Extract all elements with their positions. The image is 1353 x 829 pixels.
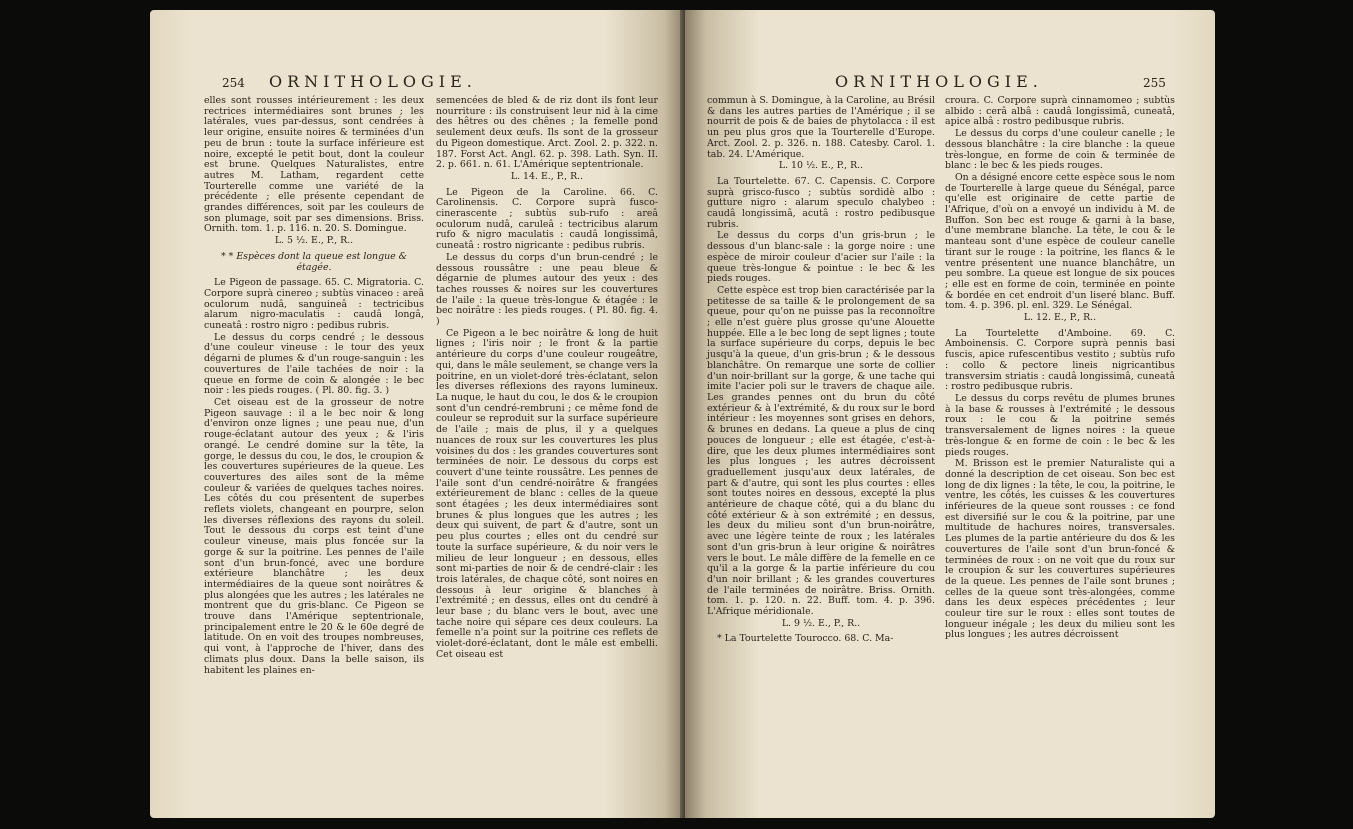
paragraph: Le dessus du corps cendré ; le dessous d'une couleur vineuse : le tour des yeux dégarni de plumes & d'un rouge-sanguin : les couvertures de l'aile tachées de noir : la queue en forme de coin & alongée : le bec noir : les pieds rouges. ( Pl. 80. fig. 3. )	[204, 331, 424, 397]
right-page	[685, 10, 1215, 818]
species-entry: La Tourtelette d'Amboine. 69. C. Amboinensis. C. Corpore suprà pennis basi fuscis, apice rufescentibus vestito ; subtùs rufo : collo & pectore lineis nigricantibus transversim striatis : caudâ longissimâ, cuneatâ : rostro pedibusque rubris.	[945, 327, 1175, 393]
right-page-number: 255	[1142, 76, 1166, 90]
paragraph: Cet oiseau est de la grosseur de notre Pigeon sauvage : il a le bec noir & long d'environ onze lignes ; une peau nue, d'un rouge-éclatant autour des yeux ; & l'iris orangé. Le cendré domine sur la tête, la gorge, le dessus du cou, le dos, le croupion & les couvertures supérieures de la queue. Les couvertures des ailes sont de la même couleur & variées de quelques taches noires. Les côtés du cou présentent de superbes reflets violets, changeant en pourpre, selon les diverses réflexions des rayons du soleil. Tout le dessous du corps est teint d'une couleur vineuse, mais plus foncée sur la gorge & sur la poitrine. Les pennes de l'aile sont d'un brun-foncé, avec une bordure extérieure blanchâtre ; les deux intermédiaires de la queue sont noirâtres & plus alongées que les autres ; les latérales ne montrent que du gris-blanc. Ce Pigeon se trouve dans l'Amérique septentrionale, principalement entre le 20 & le 60e degré de latitude. On en voit des troupes nombreuses, qui vont, à l'approche de l'hiver, dans des climats plus doux. Dans la belle saison, ils habitent les plaines en-	[204, 396, 424, 676]
measurement-line: L. 9 ½. E., P., R..	[781, 617, 861, 629]
right-running-head	[835, 72, 1195, 96]
species-entry: Le Pigeon de passage. 65. C. Migratoria. C. Corpore suprà cinereo ; subtùs vinaceo : areâ oculorum nudâ, sanguineâ : tectricibus alarum nigro-maculatis : caudâ longâ, cuneatâ : rostro nigro : pedibus rubris.	[204, 277, 424, 332]
left-page-number: 254	[222, 76, 245, 90]
paragraph: Cette espèce est trop bien caractérisée par la petitesse de sa taille & le prolongement de sa queue, pour qu'on ne puisse pas la reconnoître ; elle n'est guère plus grosse qu'une Alouette huppée. Elle a le bec long de sept lignes ; toute la surface supérieure du corps, depuis le bec jusqu'à la queue, d'un gris-brun ; & le dessous blanchâtre. On remarque une sorte de collier d'un noir-brillant sur la gorge, & une tache qui imite l'acier poli sur le travers de chaque aile. Les grandes pennes ont du brun du côté extérieur & à l'extrémité, & du roux sur le bord intérieur : les moyennes sont grises en dehors, & brunes en dedans. La queue a plus de cinq pouces de longueur ; elle est étagée, c'est-à-dire, que les deux plumes intermédiaires sont les plus longues ; les autres décroissent graduellement jusqu'aux deux latérales, de part & d'autre, qui sont les plus courtes : elles sont toutes noires en dessous, excepté la plus antérieure de chaque côté, qui a du blanc du côté extérieur & à son extrémité ; en dessus, les deux du milieu sont d'un brun-noirâtre, avec une légère teinte de roux ; les latérales sont d'un gris-brun à leur origine & noirâtres vers le bout. Le mâle diffère de la femelle en ce qu'il a la gorge & la partie inférieure du cou d'un noir brillant ; & les grandes couvertures de l'aile terminées de noirâtre. Briss. Ornith. tom. 1. p. 120. n. 22. Buff. tom. 4. p. 396. L'Afrique méridionale.	[707, 284, 935, 618]
left-page	[150, 10, 685, 818]
right-column-2	[945, 96, 1175, 642]
left-column-1	[204, 96, 424, 677]
measurement-line: L. 5 ½. E., P., R..	[274, 235, 354, 247]
paragraph: Ce Pigeon a le bec noirâtre & long de huit lignes ; l'iris noir ; le front & la partie antérieure du corps d'une couleur rougeâtre, qui, dans le mâle seulement, se change vers la poitrine, en un violet-doré très-éclatant, selon les diverses réflexions des rayons lumineux. La nuque, le haut du cou, le dos & le croupion sont d'un cendré-rembruni ; ce même fond de couleur se reproduit sur la surface supérieure de l'aile ; mais de plus, il y a quelques nuances de roux sur les couvertures les plus voisines du dos : les grandes couvertures sont terminées de noir. Le dessous du corps est couvert d'une teinte roussâtre. Les pennes de l'aile sont d'un cendré-noirâtre & frangées extérieurement de blanc : celles de la queue sont étagées ; les deux intermédiaires sont brunes & plus longues que les autres ; les deux qui suivent, de part & d'autre, sont un peu plus courtes ; elles ont du cendré sur toute la surface supérieure, & du noir vers le milieu de leur longueur ; en dessous, elles sont mi-parties de noir & de cendré-clair : les trois latérales, de chaque côté, sont noires en dessous à leur origine & blanches à l'extrémité ; en dessus, elles ont du cendré à leur base ; du blanc vers le bout, avec une tache noire qui sépare ces deux couleurs. La femelle n'a point sur la poitrine ces reflets de violet-doré-éclatant, dont le mâle est embelli. Cet oiseau est	[436, 327, 658, 660]
species-entry: La Tourtelette. 67. C. Capensis. C. Corpore suprà grisco-fusco ; subtùs sordidè albo : gutture nigro : alarum speculo chalybeo : caudâ longissimâ, acutâ : rostro pedibusque rubris.	[707, 175, 935, 230]
section-heading: * * Espèces dont la queue est longue & étagée.	[221, 250, 407, 273]
paragraph: M. Brisson est le premier Naturaliste qui a donné la description de cet oiseau. Son bec est long de dix lignes : la tête, le cou, la poitrine, le ventre, les côtés, les cuisses & les couvertures inférieures de la queue sont rousses : ce fond est diversifié sur le cou & la poitrine, par une multitude de hachures noires, transversales. Les plumes de la partie antérieure du dos & les couvertures de l'aile sont d'un brun-foncé & terminées de roux : on ne voit que du roux sur le croupion & sur les couvertures supérieures de la queue. Les pennes de l'aile sont brunes ; celles de la queue sont très-alongées, comme dans les deux espèces précédentes ; leur couleur tire sur le roux : elles sont toutes de longueur inégale ; les deux du milieu sont les plus longues ; les autres décroissent	[945, 458, 1175, 641]
measurement-line: L. 10 ½. E., P., R..	[778, 160, 864, 172]
species-entry: * La Tourtelette Tourocco. 68. C. Ma-	[717, 633, 894, 645]
paragraph: Le dessus du corps revêtu de plumes brunes à la base & rousses à l'extrémité ; le dessous roux : le cou & la poitrine semés transversalement de lignes noires : la queue très-longue & en forme de coin : le bec & les pieds rouges.	[945, 392, 1175, 458]
paragraph: croura. C. Corpore suprà cinnamomeo ; subtùs albido : cerâ albâ : caudâ longissimâ, cuneatâ, apice albâ : rostro pedibusque rubris.	[945, 95, 1175, 128]
paragraph: commun à S. Domingue, à la Caroline, au Brésil & dans les autres parties de l'Amérique ; il se nourrit de pois & de baies de phytolacca : il est un peu plus gros que la Tourterelle d'Europe. Arct. Zool. 2. p. 326. n. 188. Catesby. Carol. 1. tab. 24. L'Amérique.	[707, 95, 935, 160]
left-running-head	[222, 72, 662, 96]
paragraph: On a désigné encore cette espèce sous le nom de Tourterelle à large queue du Sénégal, parce qu'elle est originaire de cette partie de l'Afrique, d'où on a envoyé un individu à M. de Buffon. Son bec est rouge & garni à la base, d'une membrane blanche. La tête, le cou & le manteau sont d'une espèce de couleur canelle tirant sur le rouge : la poitrine, les flancs & le ventre présentent une nuance blanchâtre, un peu sombre. La queue est longue de six pouces ; elle est en forme de coin, terminée en pointe & bordée en cet endroit d'un liseré blanc. Buff. tom. 4. p. 396. pl. enl. 329. Le Sénégal.	[945, 171, 1175, 312]
paragraph: elles sont rousses intérieurement : les deux rectrices intermédiaires sont brunes ; les latérales, vues par-dessus, sont cendrées à leur origine, ensuite noires & terminées d'un peu de brun : toute la surface inférieure est noire, excepté le petit bout, dont la couleur est brune. Quelques Naturalistes, entre autres M. Latham, regardent cette Tourterelle comme une variété de la précédente ; elle présente cependant de grandes différences, soit par les couleurs de son plumage, soit par ses dimensions. Briss. Ornith. tom. 1. p. 116. n. 20. S. Domingue.	[204, 95, 424, 235]
paragraph: Le dessus du corps d'un brun-cendré ; le dessous roussâtre : une peau bleue & dégarnie de plumes autour des yeux : des taches rousses & noires sur les couvertures de l'aile : la queue très-longue & étagée : le bec noirâtre : les pieds rouges. ( Pl. 80. fig. 4. )	[436, 251, 658, 328]
species-entry: Le Pigeon de la Caroline. 66. C. Carolinensis. C. Corpore suprà fusco-cinerascente ; subtùs sub-rufo : areâ oculorum nudâ, caruleâ : tectricibus alarum rufo & nigro maculatis : caudâ longissimâ, cuneatâ : rostro nigricante : pedibus rubris.	[436, 186, 658, 252]
left-column-2	[436, 96, 658, 662]
measurement-line: L. 14. E., P., R..	[510, 170, 584, 182]
left-header-title: ORNITHOLOGIE.	[269, 72, 477, 91]
paragraph: Le dessus du corps d'un gris-brun ; le dessous d'un blanc-sale : la gorge noire : une espèce de miroir couleur d'acier sur l'aile : la queue très-longue & pointue : le bec & les pieds rouges.	[707, 230, 935, 285]
right-column-1	[707, 96, 935, 646]
right-header-title: ORNITHOLOGIE.	[835, 72, 1043, 91]
measurement-line: L. 12. E., P., R..	[1023, 312, 1097, 324]
paragraph: semencées de bled & de riz dont ils font leur nourriture : ils construisent leur nid à la cime des hêtres ou des chênes ; la femelle pond seulement deux œufs. Ils sont de la grosseur du Pigeon domestique. Arct. Zool. 2. p. 322. n. 187. Forst Act. Angl. 62. p. 398. Lath. Syn. II. 2. p. 661. n. 61. L'Amérique septentrionale.	[436, 95, 658, 171]
paragraph: Le dessus du corps d'une couleur canelle ; le dessous blanchâtre : la cire blanche : la queue très-longue, en forme de coin & terminée de blanc : le bec & les pieds rouges.	[945, 128, 1175, 172]
